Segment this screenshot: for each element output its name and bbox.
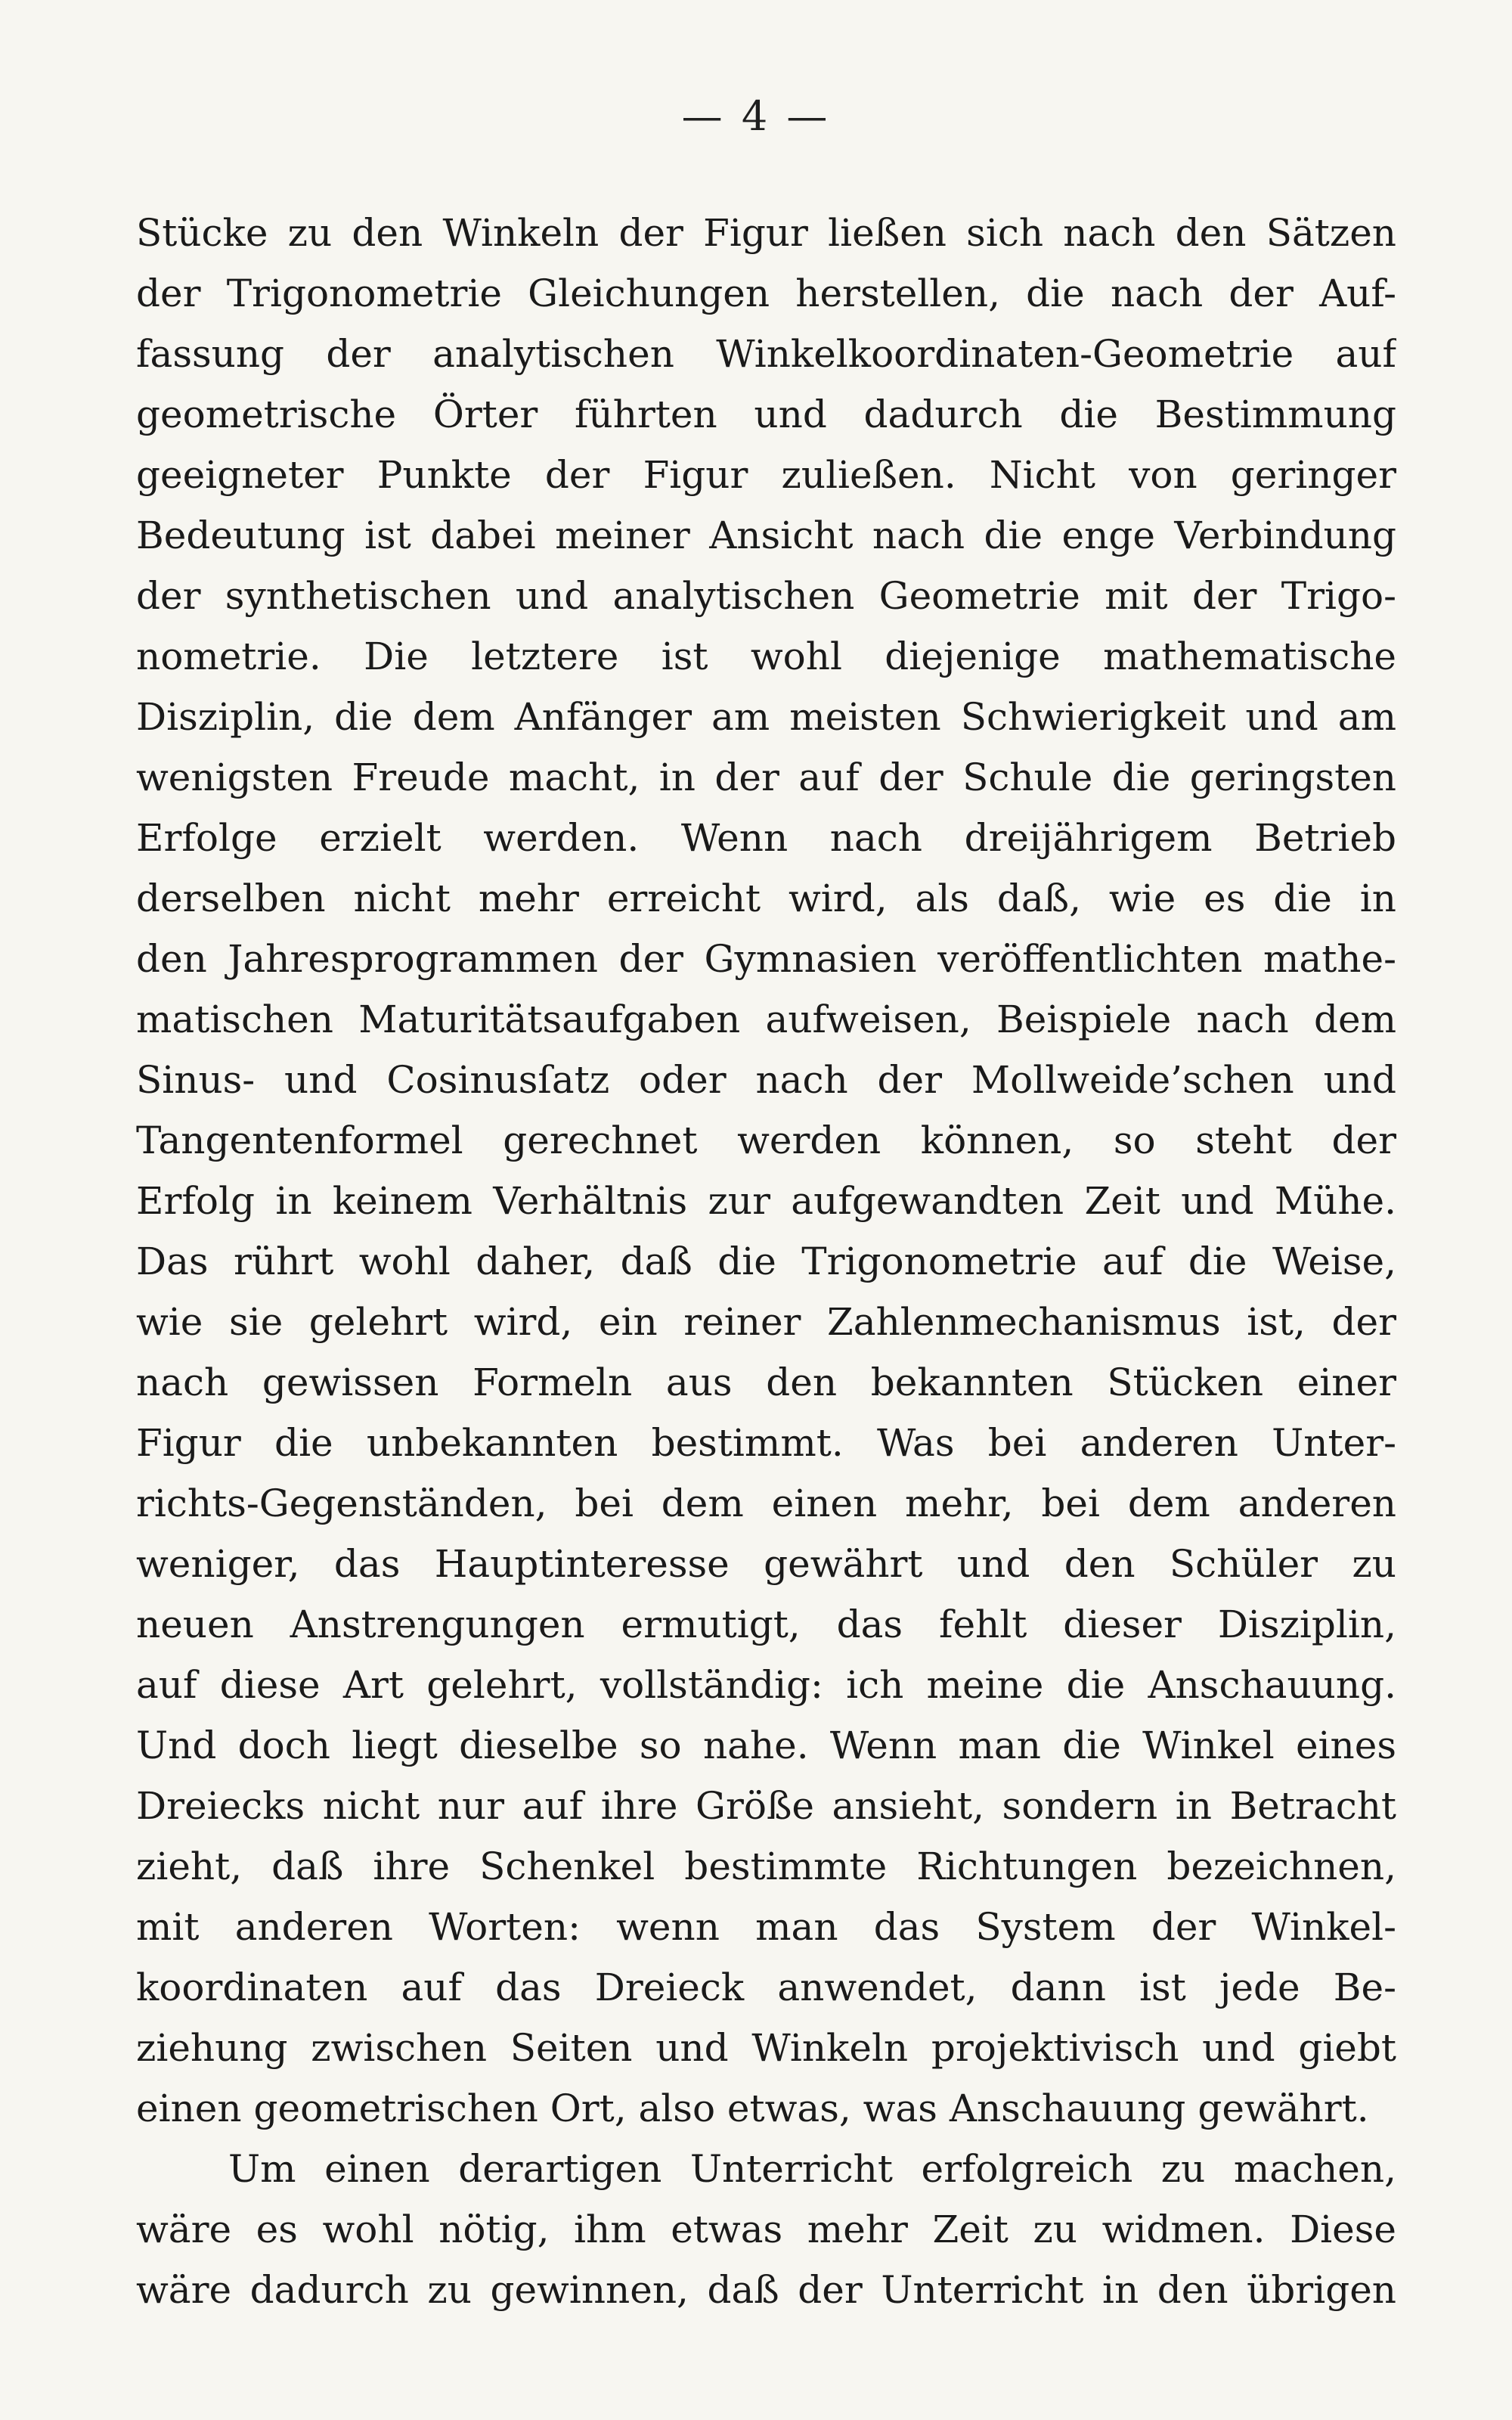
text-line: zieht, daß ihre Schenkel bestimmte Richtungen bezeichnen, [136, 1844, 1396, 1888]
text-line: nometrie. Die letztere ist wohl diejenige mathematische [136, 634, 1396, 678]
text-line: Stücke zu den Winkeln der Figur ließen sich nach den Sätzen [136, 211, 1396, 255]
text-line: Figur die unbekannten bestimmt. Was bei anderen Unter- [136, 1421, 1396, 1465]
text-line: geometrische Örter führten und dadurch die Bestimmung [136, 392, 1396, 436]
text-line: wie sie gelehrt wird, ein reiner Zahlenmechanismus ist, der [136, 1300, 1396, 1344]
text-line: Erfolg in keinem Verhältnis zur aufgewandten Zeit und Mühe. [136, 1179, 1396, 1223]
text-line: Tangentenformel gerechnet werden können, so steht der [136, 1118, 1396, 1162]
text-line: fassung der analytischen Winkelkoordinaten-Geometrie auf [136, 332, 1396, 376]
text-line: den Jahresprogrammen der Gymnasien veröffentlichten mathe- [136, 937, 1396, 981]
text-line: richts-Gegenständen, bei dem einen mehr, bei dem anderen [136, 1481, 1396, 1525]
text-line: nach gewissen Formeln aus den bekannten Stücken einer [136, 1360, 1396, 1404]
text-line: einen geometrischen Ort, also etwas, was Anschauung gewährt. [136, 2086, 1369, 2130]
text-line: mit anderen Worten: wenn man das System der Winkel- [136, 1905, 1396, 1949]
text-line: Um einen derartigen Unterricht erfolgreich zu machen, [228, 2147, 1396, 2191]
text-line: Und doch liegt dieselbe so nahe. Wenn man die Winkel eines [136, 1723, 1396, 1767]
text-line: weniger, das Hauptinteresse gewährt und den Schüler zu [136, 1542, 1396, 1586]
text-line: Dreiecks nicht nur auf ihre Größe ansieht, sondern in Betracht [136, 1784, 1396, 1828]
text-line: auf diese Art gelehrt, vollständig: ich meine die Anschauung. [136, 1663, 1396, 1707]
text-line: derselben nicht mehr erreicht wird, als daß, wie es die in [136, 876, 1396, 920]
text-line: ziehung zwischen Seiten und Winkeln projektivisch und giebt [136, 2026, 1396, 2070]
page-number: — 4 — [681, 92, 831, 140]
text-line: matischen Maturitätsaufgaben aufweisen, Beispiele nach dem [136, 997, 1396, 1041]
text-line: der synthetischen und analytischen Geometrie mit der Trigo- [136, 574, 1396, 618]
text-line: wäre es wohl nötig, ihm etwas mehr Zeit zu widmen. Diese [136, 2207, 1396, 2251]
text-line: koordinaten auf das Dreieck anwendet, dann ist jede Be- [136, 1965, 1396, 2009]
text-line: wäre dadurch zu gewinnen, daß der Unterricht in den übrigen [136, 2268, 1396, 2312]
text-line: Bedeutung ist dabei meiner Ansicht nach die enge Verbindung [136, 513, 1396, 557]
text-line: Disziplin, die dem Anfänger am meisten Schwierigkeit und am [136, 695, 1396, 739]
text-line: wenigsten Freude macht, in der auf der Schule die geringsten [136, 755, 1396, 799]
text-line: der Trigonometrie Gleichungen herstellen, die nach der Auf- [136, 271, 1396, 315]
text-line: Erfolge erzielt werden. Wenn nach dreijährigem Betrieb [136, 816, 1396, 860]
text-line: Das rührt wohl daher, daß die Trigonometrie auf die Weise, [136, 1239, 1396, 1283]
text-line: geeigneter Punkte der Figur zuließen. Nicht von geringer [136, 453, 1396, 497]
text-line: Sinus- und Cosinusſatz oder nach der Mollweide’schen und [136, 1058, 1396, 1102]
text-line: neuen Anstrengungen ermutigt, das fehlt dieser Disziplin, [136, 1602, 1396, 1646]
body-text [136, 203, 1396, 2320]
